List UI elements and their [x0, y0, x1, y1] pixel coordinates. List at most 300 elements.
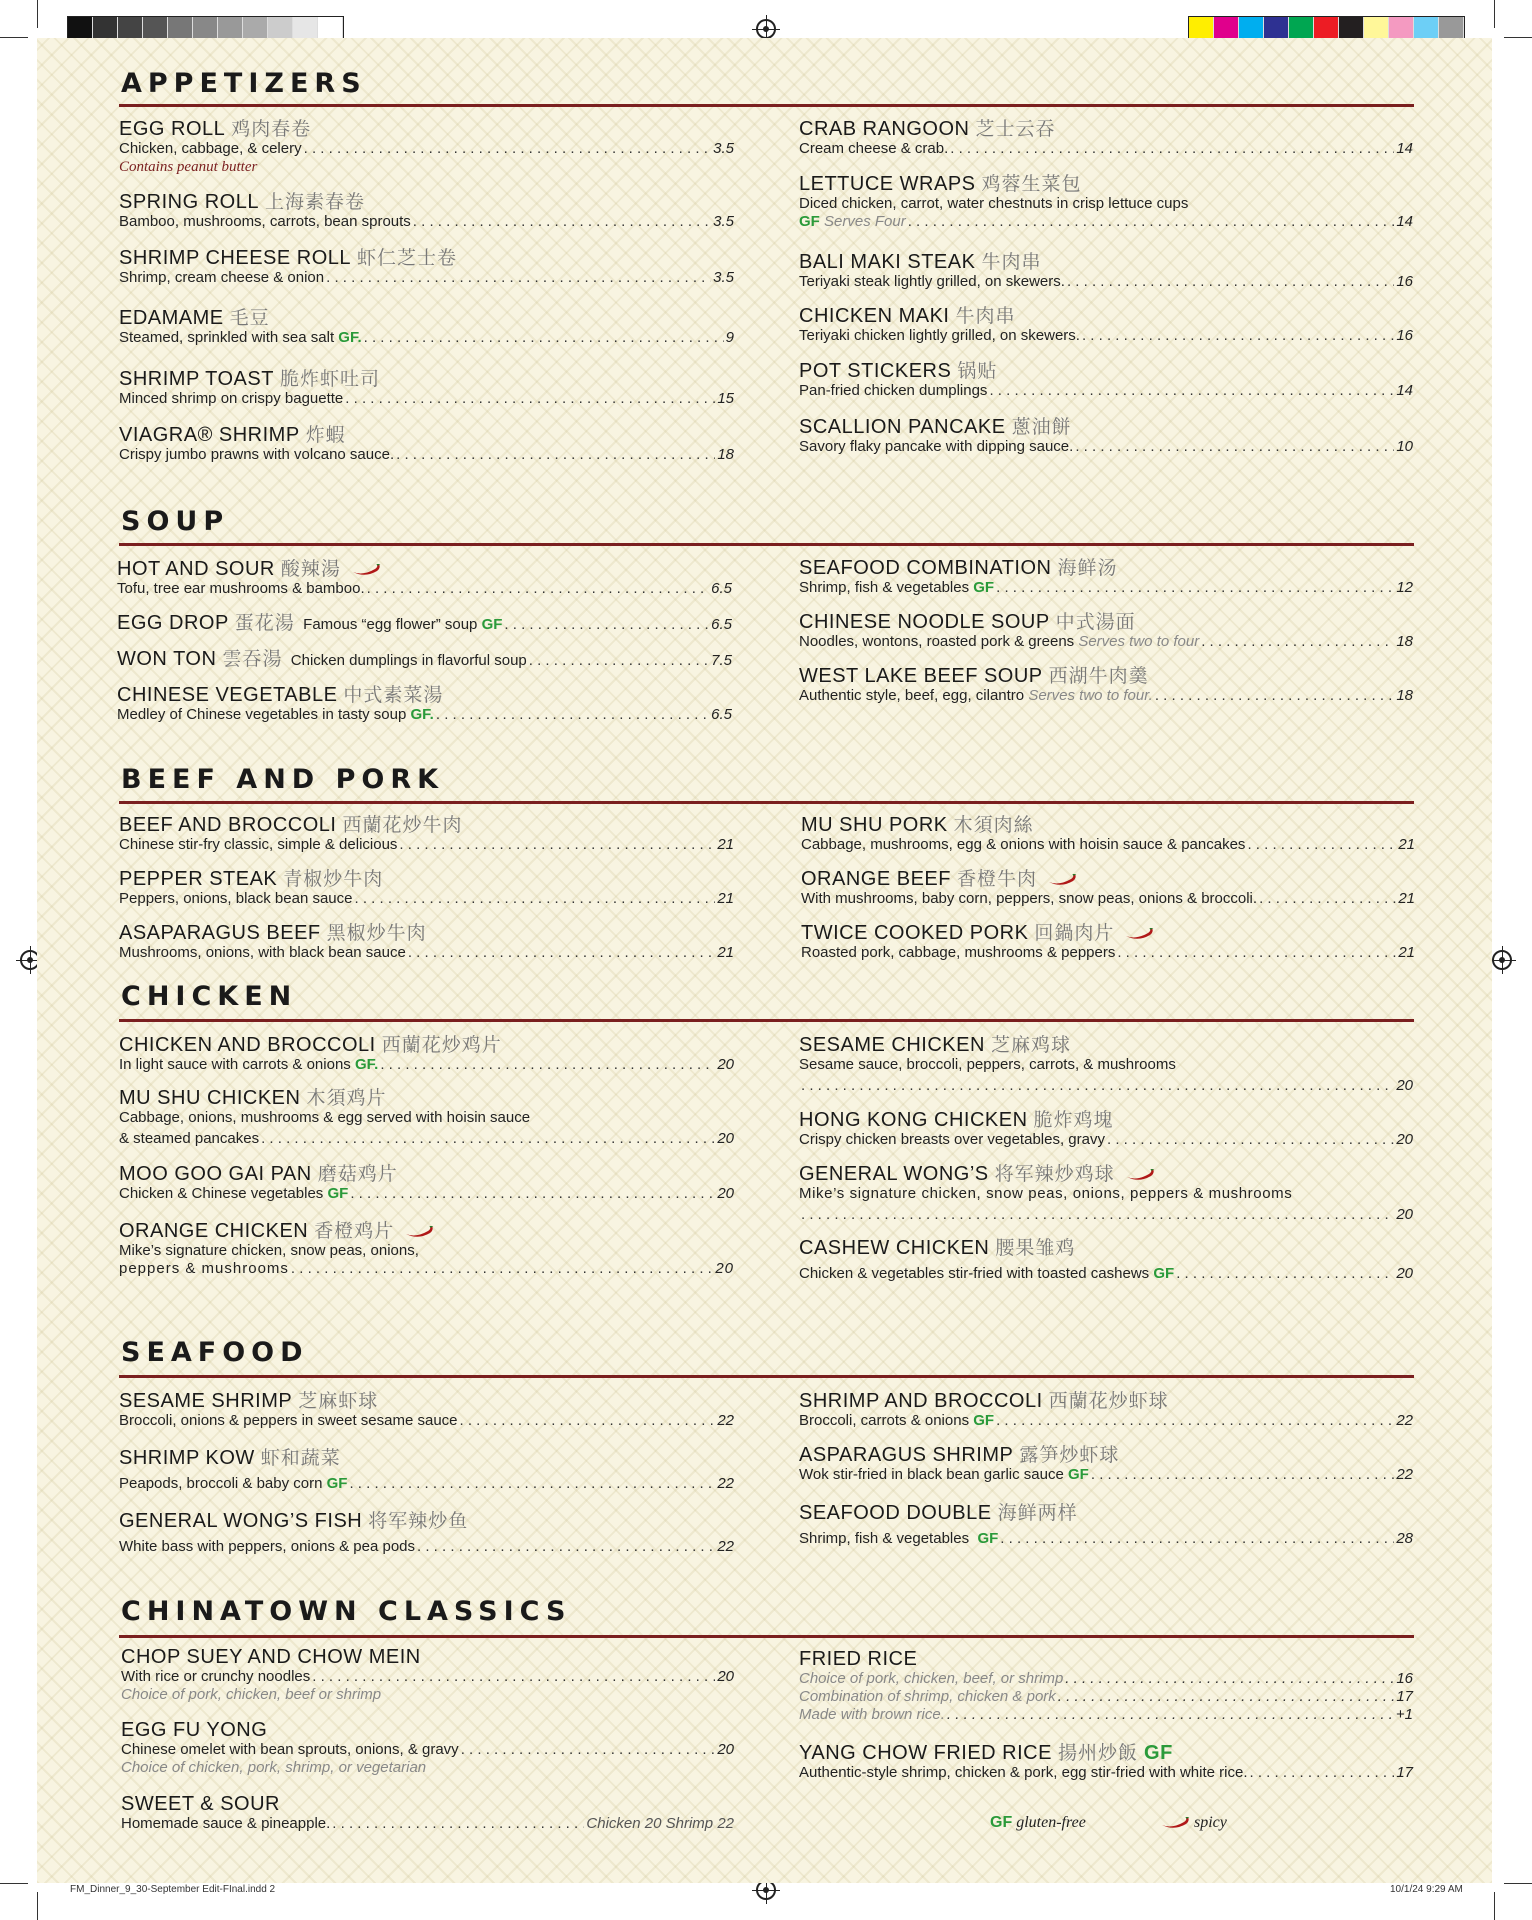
item-price: 21	[1398, 890, 1415, 907]
item-chinese-name: 木須鸡片	[306, 1087, 387, 1109]
item-chinese-name: 黑椒炒牛肉	[326, 922, 427, 944]
menu-item	[117, 612, 732, 634]
registration-mark-icon	[1492, 950, 1512, 970]
chili-pepper-icon	[404, 1226, 434, 1238]
leader-dots	[801, 1077, 1394, 1095]
menu-item	[119, 1510, 734, 1556]
item-description: Noodles, wontons, roasted pork & greens	[799, 633, 1075, 650]
item-description: Broccoli, carrots & onions	[799, 1412, 970, 1429]
item-serving-note: Serves two to four.	[1028, 687, 1153, 704]
item-price: 21	[1398, 944, 1415, 961]
item-description: Peapods, broccoli & baby corn	[119, 1475, 323, 1492]
leader-dots	[1117, 944, 1396, 962]
item-name: TWICE COOKED PORK	[801, 922, 1029, 944]
menu-item	[799, 1742, 1413, 1782]
item-description: Chicken & vegetables stir-fried with toasted cashews	[799, 1265, 1150, 1282]
item-price: 20	[717, 1668, 734, 1685]
section-rule	[119, 1375, 1414, 1378]
leader-dots	[349, 1475, 715, 1493]
item-price: 22	[717, 1475, 734, 1492]
item-chinese-name: 芝麻鸡球	[990, 1034, 1071, 1056]
menu-item	[119, 191, 734, 231]
item-price: Chicken 20 Shrimp 22	[586, 1815, 734, 1832]
menu-item	[801, 814, 1415, 854]
leader-dots	[355, 890, 716, 908]
item-price: 20	[1396, 1077, 1413, 1094]
leader-dots	[1058, 1688, 1395, 1706]
item-price: 20	[1396, 1206, 1413, 1223]
leader-dots	[1176, 1265, 1394, 1283]
item-description: Tofu, tree ear mushrooms & bamboo.	[117, 580, 365, 597]
item-chinese-name: 脆炸虾吐司	[279, 368, 380, 390]
menu-item	[801, 922, 1415, 962]
item-description: In light sauce with carrots & onions	[119, 1056, 351, 1073]
item-price: 21	[1398, 836, 1415, 853]
item-description: Roasted pork, cabbage, mushrooms & peppers	[801, 944, 1116, 961]
item-name: MU SHU PORK	[801, 814, 948, 836]
item-name: FRIED RICE	[799, 1648, 918, 1670]
item-name: EGG DROP	[117, 612, 229, 634]
item-description: Sesame sauce, broccoli, peppers, carrots, & mushrooms	[799, 1056, 1176, 1073]
leader-dots	[332, 1815, 584, 1833]
item-price: 18	[1396, 687, 1413, 704]
item-description: Chinese omelet with bean sprouts, onions, & gravy	[121, 1741, 459, 1758]
menu-item	[117, 558, 732, 598]
item-price: 15	[717, 390, 734, 407]
gf-badge: GF	[481, 616, 503, 633]
menu-item	[799, 1502, 1413, 1548]
crop-mark	[1504, 37, 1532, 38]
item-chinese-name: 芝士云吞	[975, 118, 1056, 140]
item-description: peppers & mushrooms	[119, 1260, 289, 1277]
item-price: 16	[1396, 273, 1413, 290]
item-chinese-name: 蛋花湯	[234, 612, 295, 634]
section-title-appetizers: APPETIZERS	[121, 68, 367, 99]
item-allergy-note: Contains peanut butter	[119, 159, 258, 175]
section-title-soup: SOUP	[121, 506, 230, 537]
section-title-beef-pork: BEEF AND PORK	[121, 764, 445, 795]
item-chinese-name: 雲吞湯	[222, 648, 283, 670]
item-name: WON TON	[117, 648, 217, 670]
item-price: 20	[717, 1741, 734, 1758]
chili-pepper-icon	[1160, 1817, 1190, 1829]
item-description: Cabbage, onions, mushrooms & egg served with hoisin sauce	[119, 1109, 531, 1126]
menu-item	[119, 247, 734, 287]
section-title-seafood: SEAFOOD	[121, 1337, 309, 1368]
item-name: BALI MAKI STEAK	[799, 251, 976, 273]
item-description: Teriyaki chicken lightly grilled, on skewers.	[799, 327, 1080, 344]
item-price: 18	[1396, 633, 1413, 650]
leader-dots	[291, 1260, 713, 1278]
crop-mark	[1494, 0, 1495, 28]
item-description: Shrimp, fish & vegetables	[799, 579, 970, 596]
legend-spicy	[1160, 1814, 1227, 1832]
item-name: SESAME SHRIMP	[119, 1390, 293, 1412]
item-name: SHRIMP AND BROCCOLI	[799, 1390, 1043, 1412]
menu-item	[119, 922, 734, 962]
item-description: Bamboo, mushrooms, carrots, bean sprouts	[119, 213, 411, 230]
item-description: Shrimp, fish & vegetables	[799, 1530, 970, 1547]
item-chinese-name: 回鍋肉片	[1034, 922, 1115, 944]
item-description: Chinese stir-fry classic, simple & delicious	[119, 836, 398, 853]
menu-item	[119, 1163, 734, 1203]
gf-badge: GF.	[410, 706, 434, 723]
item-chinese-name: 西湖牛肉羹	[1048, 665, 1149, 687]
leader-dots	[408, 944, 715, 962]
item-chinese-name: 海鲜两样	[997, 1502, 1078, 1524]
item-name: VIAGRA® SHRIMP	[119, 424, 300, 446]
item-name: EGG ROLL	[119, 118, 226, 140]
item-chinese-name: 毛豆	[229, 307, 270, 329]
item-price: 12	[1396, 579, 1413, 596]
item-price: 6.5	[711, 580, 732, 597]
item-price: 22	[1396, 1466, 1413, 1483]
gf-badge: GF	[326, 1475, 348, 1492]
item-chinese-name: 木須肉絲	[953, 814, 1034, 836]
item-description: Homemade sauce & pineapple.	[121, 1815, 331, 1832]
gf-badge: GF	[1153, 1265, 1175, 1282]
leader-dots	[1067, 273, 1394, 291]
gf-badge: GF	[1068, 1466, 1089, 1483]
chili-pepper-icon	[1124, 928, 1154, 940]
item-chinese-name: 炸蝦	[305, 424, 346, 446]
item-description: Savory flaky pancake with dipping sauce.	[799, 438, 1074, 455]
item-price: 7.5	[711, 652, 732, 669]
item-description: Chicken, cabbage, & celery	[119, 140, 302, 157]
item-chinese-name: 鸡肉春卷	[231, 118, 312, 140]
menu-item	[119, 814, 734, 854]
item-price: 6.5	[711, 706, 732, 723]
item-name: MOO GOO GAI PAN	[119, 1163, 312, 1185]
item-price: 20	[1396, 1265, 1413, 1282]
leader-dots	[989, 382, 1394, 400]
item-chinese-name: 将军辣炒鸡球	[994, 1163, 1115, 1185]
item-serving-note: Serves two to four	[1078, 633, 1200, 650]
menu-item	[119, 118, 734, 176]
item-price: 3.5	[713, 140, 734, 157]
crop-mark	[37, 0, 38, 28]
leader-dots	[380, 1056, 715, 1074]
leader-dots	[350, 1185, 715, 1203]
item-name: SESAME CHICKEN	[799, 1034, 985, 1056]
item-chinese-name: 露笋炒虾球	[1019, 1444, 1120, 1466]
item-description: Famous “egg flower” soup	[303, 616, 478, 633]
leader-dots	[326, 269, 711, 287]
item-description: Chicken & Chinese vegetables	[119, 1185, 324, 1202]
item-description: Medley of Chinese vegetables in tasty soup	[117, 706, 407, 723]
menu-item	[799, 1163, 1413, 1224]
item-name: CHICKEN AND BROCCOLI	[119, 1034, 376, 1056]
legend-label: gluten-free	[1016, 1814, 1086, 1831]
menu-item	[119, 1220, 734, 1278]
item-description: Crispy jumbo prawns with volcano sauce.	[119, 446, 395, 463]
leader-dots	[461, 1741, 716, 1759]
item-name: CHINESE VEGETABLE	[117, 684, 338, 706]
item-name: ASPARAGUS SHRIMP	[799, 1444, 1014, 1466]
item-serving-note: Serves Four	[824, 213, 906, 230]
item-name: CASHEW CHICKEN	[799, 1237, 990, 1259]
item-name: ORANGE BEEF	[801, 868, 951, 890]
item-price: 20	[717, 1185, 734, 1202]
item-price: 20	[715, 1260, 734, 1277]
item-price: 6.5	[711, 616, 732, 633]
leader-dots	[304, 140, 712, 158]
menu-item	[799, 665, 1413, 705]
leader-dots	[950, 140, 1394, 158]
leader-dots	[1065, 1670, 1394, 1688]
item-price: 3.5	[713, 213, 734, 230]
item-chinese-name: 鸡蓉生菜包	[981, 173, 1082, 195]
registration-mark-icon	[756, 19, 776, 39]
item-price: 28	[1396, 1530, 1413, 1547]
item-price: 16	[1396, 1670, 1413, 1687]
menu-item	[799, 305, 1413, 345]
item-chinese-name: 中式湯面	[1055, 611, 1136, 633]
item-name: GENERAL WONG’S	[799, 1163, 989, 1185]
item-price: 10	[1396, 438, 1413, 455]
menu-item	[799, 360, 1413, 400]
item-description: With rice or crunchy noodles	[121, 1668, 311, 1685]
item-chinese-name: 牛肉串	[955, 305, 1016, 327]
item-price: 20	[717, 1130, 734, 1147]
chili-pepper-icon	[1047, 874, 1077, 886]
item-price: 21	[717, 890, 734, 907]
item-price: 17	[1396, 1688, 1413, 1705]
item-option: Combination of shrimp, chicken & pork	[799, 1688, 1056, 1705]
item-chinese-name: 西蘭花炒虾球	[1048, 1390, 1169, 1412]
item-description: Cabbage, mushrooms, egg & onions with hoisin sauce & pancakes	[801, 836, 1246, 853]
leader-dots	[367, 580, 710, 598]
leader-dots	[1082, 327, 1394, 345]
item-description: With mushrooms, baby corn, peppers, snow peas, onions & broccoli.	[801, 890, 1258, 907]
leader-dots	[529, 652, 709, 670]
gf-badge: GF	[327, 1185, 349, 1202]
leader-dots	[1247, 836, 1396, 854]
item-name: SEAFOOD DOUBLE	[799, 1502, 992, 1524]
item-name: CHOP SUEY AND CHOW MEIN	[121, 1646, 421, 1668]
item-description: Peppers, onions, black bean sauce	[119, 890, 353, 907]
item-option: Choice of pork, chicken, beef, or shrimp	[799, 1670, 1064, 1687]
menu-item	[799, 1648, 1413, 1724]
leader-dots	[364, 329, 724, 347]
leader-dots	[1259, 890, 1396, 908]
item-chinese-name: 虾和蔬菜	[260, 1447, 341, 1469]
item-description: Mushrooms, onions, with black bean sauce	[119, 944, 406, 961]
item-name: ORANGE CHICKEN	[119, 1220, 309, 1242]
item-name: CHICKEN MAKI	[799, 305, 950, 327]
item-name: SHRIMP KOW	[119, 1447, 255, 1469]
crop-mark	[0, 1883, 28, 1884]
item-name: WEST LAKE BEEF SOUP	[799, 665, 1043, 687]
menu-item	[119, 368, 734, 408]
item-chinese-name: 青椒炒牛肉	[283, 868, 384, 890]
item-price: 18	[717, 446, 734, 463]
leader-dots	[1075, 438, 1394, 456]
chili-pepper-icon	[351, 564, 381, 576]
item-name: YANG CHOW FRIED RICE	[799, 1742, 1052, 1764]
item-name: SPRING ROLL	[119, 191, 259, 213]
item-description: Authentic-style shrimp, chicken & pork, egg stir-fried with white rice.	[799, 1764, 1248, 1781]
menu-item	[799, 416, 1413, 456]
leader-dots	[996, 1412, 1394, 1430]
item-name: LETTUCE WRAPS	[799, 173, 976, 195]
item-description: Cream cheese & crab.	[799, 140, 949, 157]
menu-item	[799, 1444, 1413, 1484]
item-description: Mike’s signature chicken, snow peas, onions, peppers & mushrooms	[799, 1185, 1293, 1202]
menu-item	[799, 173, 1413, 231]
leader-dots	[436, 706, 709, 724]
legend-label: spicy	[1194, 1814, 1227, 1831]
item-price: 9	[725, 329, 734, 346]
leader-dots	[396, 446, 715, 464]
menu-item	[799, 251, 1413, 291]
section-rule	[119, 543, 1414, 546]
item-price: +1	[1395, 1706, 1413, 1723]
item-chinese-name: 牛肉串	[981, 251, 1042, 273]
gf-badge: GF	[1144, 1742, 1173, 1764]
menu-item	[799, 1034, 1413, 1095]
item-price: 22	[717, 1412, 734, 1429]
gf-badge: GF	[973, 1412, 995, 1429]
menu-item	[799, 1109, 1413, 1149]
item-price: 21	[717, 836, 734, 853]
item-chinese-name: 将军辣炒鱼	[368, 1510, 469, 1532]
crop-mark	[1504, 1883, 1532, 1884]
item-description: Chicken dumplings in flavorful soup	[290, 652, 527, 669]
item-chinese-name: 脆炸鸡塊	[1033, 1109, 1114, 1131]
menu-item	[121, 1719, 734, 1777]
item-name: EDAMAME	[119, 307, 224, 329]
crop-mark	[37, 1892, 38, 1920]
leader-dots	[908, 213, 1395, 231]
item-name: ASAPARAGUS BEEF	[119, 922, 321, 944]
menu-item	[119, 1447, 734, 1493]
item-description: Mike’s signature chicken, snow peas, onions,	[119, 1242, 419, 1259]
item-name: MU SHU CHICKEN	[119, 1087, 301, 1109]
item-price: 14	[1396, 140, 1413, 157]
item-choice-note: Choice of pork, chicken, beef or shrimp	[121, 1686, 382, 1703]
registration-mark-icon	[756, 1880, 776, 1900]
item-price: 20	[717, 1056, 734, 1073]
item-name: GENERAL WONG’S FISH	[119, 1510, 363, 1532]
leader-dots	[417, 1538, 715, 1556]
item-description: Shrimp, cream cheese & onion	[119, 269, 325, 286]
leader-dots	[460, 1412, 716, 1430]
item-chinese-name: 香橙鸡片	[314, 1220, 395, 1242]
item-name: SCALLION PANCAKE	[799, 416, 1006, 438]
menu-item	[799, 118, 1413, 158]
menu-item	[119, 307, 734, 347]
item-name: CRAB RANGOON	[799, 118, 970, 140]
item-description: & steamed pancakes	[119, 1130, 260, 1147]
item-price: 22	[1396, 1412, 1413, 1429]
leader-dots	[399, 836, 715, 854]
menu-item	[119, 868, 734, 908]
item-description: Teriyaki steak lightly grilled, on skewers.	[799, 273, 1065, 290]
item-price: 14	[1396, 382, 1413, 399]
menu-item	[119, 1390, 734, 1430]
section-rule	[119, 1019, 1414, 1022]
item-chinese-name: 芝麻虾球	[298, 1390, 379, 1412]
item-name: SHRIMP CHEESE ROLL	[119, 247, 352, 269]
menu-item	[119, 1034, 734, 1074]
item-price: 17	[1396, 1764, 1413, 1781]
item-chinese-name: 上海素春卷	[264, 191, 365, 213]
date-slug: 10/1/24 9:29 AM	[1390, 1884, 1463, 1895]
item-name: SWEET & SOUR	[121, 1793, 280, 1815]
menu-item	[799, 1237, 1413, 1283]
item-name: SHRIMP TOAST	[119, 368, 274, 390]
menu-item	[121, 1793, 734, 1833]
item-price: 14	[1396, 213, 1413, 230]
item-description: White bass with peppers, onions & pea pods	[119, 1538, 416, 1555]
item-choice-note: Choice of chicken, pork, shrimp, or vegetarian	[121, 1759, 427, 1776]
leader-dots	[1107, 1131, 1394, 1149]
item-name: BEEF AND BROCCOLI	[119, 814, 337, 836]
menu-item	[121, 1646, 734, 1704]
section-rule	[119, 801, 1414, 804]
legend-gluten-free	[990, 1814, 1086, 1832]
menu-item	[117, 684, 732, 724]
menu-item	[799, 611, 1413, 651]
item-chinese-name: 香橙牛肉	[956, 868, 1037, 890]
leader-dots	[312, 1668, 715, 1686]
gf-badge: GF	[977, 1530, 999, 1547]
item-description: Diced chicken, carrot, water chestnuts in crisp lettuce cups	[799, 195, 1189, 212]
section-title-classics: CHINATOWN CLASSICS	[121, 1596, 572, 1627]
crop-mark	[1494, 1892, 1495, 1920]
item-chinese-name: 蔥油餅	[1011, 416, 1072, 438]
leader-dots	[345, 390, 715, 408]
item-option: Made with brown rice.	[799, 1706, 945, 1723]
gf-badge: GF	[799, 213, 820, 230]
leader-dots	[996, 579, 1394, 597]
item-chinese-name: 虾仁芝士卷	[357, 247, 458, 269]
item-price: 22	[717, 1538, 734, 1555]
item-price: 16	[1396, 327, 1413, 344]
item-description: Steamed, sprinkled with sea salt	[119, 329, 335, 346]
item-chinese-name: 海鲜汤	[1057, 557, 1118, 579]
section-title-chicken: CHICKEN	[121, 981, 298, 1012]
menu-item	[117, 648, 732, 670]
item-description: Authentic style, beef, egg, cilantro	[799, 687, 1025, 704]
item-chinese-name: 西蘭花炒鸡片	[381, 1034, 502, 1056]
gf-badge: GF	[973, 579, 995, 596]
leader-dots	[1201, 633, 1394, 651]
item-chinese-name: 锅贴	[957, 360, 998, 382]
section-rule	[119, 1635, 1414, 1638]
item-chinese-name: 酸辣湯	[280, 558, 341, 580]
leader-dots	[261, 1130, 715, 1148]
item-description: Crispy chicken breasts over vegetables, gravy	[799, 1131, 1105, 1148]
item-description: Wok stir-fried in black bean garlic sauce	[799, 1466, 1064, 1483]
leader-dots	[413, 213, 711, 231]
menu-item	[799, 557, 1413, 597]
menu-item	[801, 868, 1415, 908]
item-description: Pan-fried chicken dumplings	[799, 382, 988, 399]
item-price: 20	[1396, 1131, 1413, 1148]
item-price: 3.5	[713, 269, 734, 286]
item-name: PEPPER STEAK	[119, 868, 278, 890]
item-description: Broccoli, onions & peppers in sweet sesame sauce	[119, 1412, 458, 1429]
item-name: EGG FU YONG	[121, 1719, 268, 1741]
gf-badge: GF.	[338, 329, 362, 346]
item-price: 21	[717, 944, 734, 961]
item-description: Minced shrimp on crispy baguette	[119, 390, 344, 407]
item-chinese-name: 揚州炒飯	[1057, 1742, 1138, 1764]
leader-dots	[947, 1706, 1394, 1724]
leader-dots	[1000, 1530, 1394, 1548]
